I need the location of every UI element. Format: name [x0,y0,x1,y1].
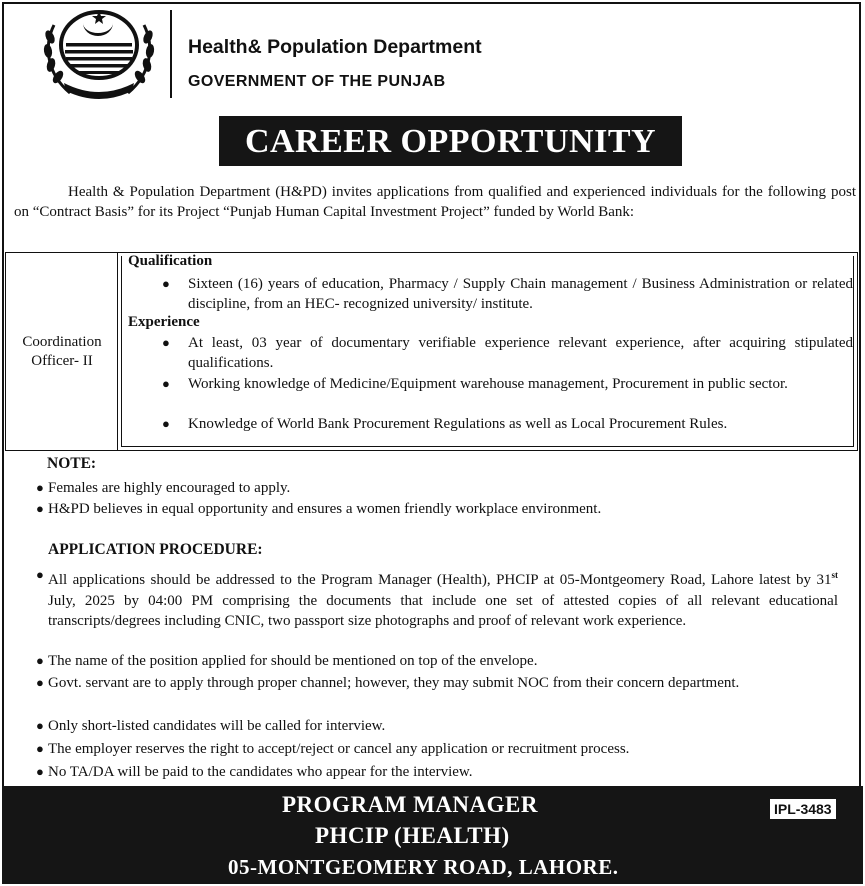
job-table [5,252,858,451]
intro-paragraph [14,182,856,222]
bullet-icon: ● [36,567,44,582]
bullet-icon: ● [36,480,44,495]
bullet-icon: ● [162,376,170,391]
bullet-icon: ● [36,675,44,690]
bullet-icon: ● [162,276,170,291]
procedure-item-text: No TA/DA will be paid to the candidates who appear for the interview. [48,764,473,780]
qualification-heading: Qualification [128,253,213,269]
note-item-text: H&PD believes in equal opportunity and ensures a women friendly workplace environment. [48,501,602,517]
procedure-item-text: Only short-listed candidates will be called for interview. [48,718,386,734]
intro-text: Health & Population Department (H&PD) invites applications from qualified and experienced individuals for the following post on “Contract Basis” for its Project “Punjab Human Capital Investment Project” funded by World Bank: [14,184,856,220]
note-item-text: Females are highly encouraged to apply. [48,480,291,496]
bullet-icon: ● [162,335,170,350]
position-title [6,333,118,371]
procedure-item [36,673,838,694]
ipl-reference-number: IPL-3483 [770,799,836,819]
bullet-icon: ● [36,718,44,733]
department-name: Health& Population Department [188,36,482,58]
contact-footer [2,786,863,884]
requirements-cell [118,253,857,450]
procedure-item [36,762,838,783]
bullet-icon: ● [36,764,44,779]
note-heading: NOTE: [47,455,97,472]
experience-item [162,414,853,434]
position-cell [6,253,118,450]
note-item [36,478,838,499]
bullet-icon: ● [36,501,44,516]
procedure-item-text: All applications should be addressed to the Program Manager (Health), PHCIP at 05-Montgeomery Road, Lahore latest by 31 [48,572,832,588]
experience-heading: Experience [128,314,200,330]
procedure-item [36,739,838,760]
procedure-item [36,651,838,672]
career-opportunity-banner: CAREER OPPORTUNITY [219,116,682,166]
position-title-line1: Coordination [22,334,102,350]
procedure-item-text: Govt. servant are to apply through proper channel; however, they may submit NOC from their concern department. [48,675,740,691]
experience-item-text: At least, 03 year of documentary verifiable experience relevant experience, after acquiring stipulated qualifications. [188,335,853,371]
experience-item [162,333,853,373]
procedure-heading: APPLICATION PROCEDURE: [48,541,263,558]
qualification-item-text: Sixteen (16) years of education, Pharmacy / Supply Chain management / Business Administration or related discipline, from an HEC- recognized university/ institute. [188,276,853,312]
qualification-item [162,274,853,314]
bullet-icon: ● [162,416,170,431]
bullet-icon: ● [36,741,44,756]
position-title-line2: Officer- II [31,353,93,369]
procedure-item [36,565,838,632]
date-ordinal-suffix: st [831,570,838,580]
footer-address: 05-MONTGEOMERY ROAD, LAHORE. [228,855,619,879]
footer-contact-title: PROGRAM MANAGER [282,792,538,817]
punjab-emblem-icon [40,5,158,101]
procedure-item [36,716,838,737]
footer-organization: PHCIP (HEALTH) [315,823,510,848]
procedure-item-text-continued: July, 2025 by 04:00 PM comprising the documents that include one set of attested copies of all relevant educational transcripts/degrees including CNIC, two passport size photographs and proof of relevant work experience. [48,592,838,629]
bullet-icon: ● [36,653,44,668]
procedure-item-text: The employer reserves the right to accept/reject or cancel any application or recruitment process. [48,741,630,757]
government-name: GOVERNMENT OF THE PUNJAB [188,73,446,90]
experience-item-text: Working knowledge of Medicine/Equipment warehouse management, Procurement in public sector. [188,376,788,392]
procedure-item-text: The name of the position applied for should be mentioned on top of the envelope. [48,653,538,669]
note-item [36,499,838,520]
header-divider [170,10,172,98]
experience-item-text: Knowledge of World Bank Procurement Regulations as well as Local Procurement Rules. [188,416,728,432]
experience-item [162,374,853,394]
